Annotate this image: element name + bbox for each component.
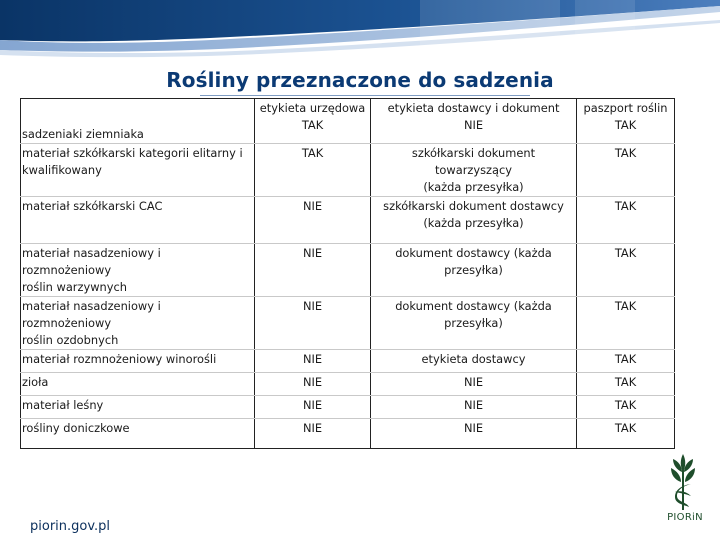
table-row xyxy=(21,396,675,419)
cell-text: TAK xyxy=(614,246,637,260)
cell-text: NIE xyxy=(302,246,323,260)
row-label-cell xyxy=(21,297,255,350)
row-col2-cell xyxy=(255,197,371,244)
row-label-cell xyxy=(21,396,255,419)
cell-text: szkółkarski dokument towarzyszący xyxy=(411,146,536,177)
cell-text: materiał szkółkarski CAC xyxy=(22,199,163,213)
row-col2-cell xyxy=(255,297,371,350)
cell-text: NIE xyxy=(302,421,323,435)
row-col2-cell xyxy=(255,396,371,419)
cell-text: materiał szkółkarski kategorii elitarny i xyxy=(22,146,243,160)
row-col4-cell xyxy=(577,144,675,197)
cell-text: przesyłka) xyxy=(444,263,503,277)
row-label-cell xyxy=(21,373,255,396)
cell-text: przesyłka) xyxy=(444,316,503,330)
cell-text: dokument dostawcy (każda xyxy=(395,299,552,313)
row-col3-cell xyxy=(371,350,577,373)
row-col4-cell xyxy=(577,350,675,373)
cell-text: roślin warzywnych xyxy=(22,280,127,294)
cell-text: TAK xyxy=(614,352,637,366)
cell-text: NIE xyxy=(302,299,323,313)
table-row xyxy=(21,350,675,373)
cell-text: materiał rozmnożeniowy winorośli xyxy=(22,352,217,366)
row-col2-cell xyxy=(255,144,371,197)
row-col3-cell xyxy=(371,419,577,449)
cell-text: zioła xyxy=(22,375,49,389)
header-col2-cell xyxy=(255,99,371,144)
row-col3-cell xyxy=(371,373,577,396)
row-col2-cell xyxy=(255,350,371,373)
row-col4-cell xyxy=(577,396,675,419)
header-col3-cell xyxy=(371,99,577,144)
cell-text: NIE xyxy=(302,352,323,366)
row-col4-cell xyxy=(577,244,675,297)
cell-text: materiał leśny xyxy=(22,398,104,412)
table-row xyxy=(21,419,675,449)
footer-url[interactable]: piorin.gov.pl xyxy=(30,519,111,534)
table-row xyxy=(21,297,675,350)
logo-text: PIORiN xyxy=(667,512,703,523)
cell-text: NIE xyxy=(463,398,484,412)
cell-text: TAK xyxy=(614,118,637,132)
row-col4-cell xyxy=(577,297,675,350)
cell-text: rośliny doniczkowe xyxy=(22,421,130,435)
header-wave-graphic xyxy=(0,0,720,60)
cell-text: NIE xyxy=(463,118,484,132)
table-row xyxy=(21,197,675,244)
cell-text: kwalifikowany xyxy=(22,163,102,177)
row-col3-cell xyxy=(371,144,577,197)
header-band xyxy=(0,0,720,60)
cell-text: etykieta dostawcy xyxy=(421,352,526,366)
row-label-cell xyxy=(21,419,255,449)
row-label-cell xyxy=(21,144,255,197)
row-col3-cell xyxy=(371,244,577,297)
row-col3-cell xyxy=(371,197,577,244)
cell-text: sadzeniaki ziemniaka xyxy=(22,127,144,141)
plants-table xyxy=(20,98,675,449)
cell-text: NIE xyxy=(302,375,323,389)
cell-text: materiał nasadzeniowy i rozmnożeniowy xyxy=(22,299,161,330)
cell-text: TAK xyxy=(614,398,637,412)
cell-text: TAK xyxy=(614,421,637,435)
cell-text: (każda przesyłka) xyxy=(423,180,524,194)
cell-text: szkółkarski dokument dostawcy xyxy=(383,199,564,213)
cell-text: dokument dostawcy (każda xyxy=(395,246,552,260)
cell-text: NIE xyxy=(463,375,484,389)
row-label-cell xyxy=(21,197,255,244)
row-col4-cell xyxy=(577,419,675,449)
slide-title: Rośliny przeznaczone do sadzenia xyxy=(166,68,554,92)
cell-text: etykieta dostawcy i dokument xyxy=(387,101,560,115)
cell-text: TAK xyxy=(614,146,637,160)
row-col2-cell xyxy=(255,419,371,449)
table-row xyxy=(21,244,675,297)
cell-text: TAK xyxy=(614,299,637,313)
cell-text: TAK xyxy=(301,146,324,160)
cell-text: roślin ozdobnych xyxy=(22,333,119,347)
title-underline xyxy=(200,95,530,96)
cell-text: TAK xyxy=(614,375,637,389)
cell-text: TAK xyxy=(614,199,637,213)
cell-text: (każda przesyłka) xyxy=(423,216,524,230)
table-row xyxy=(21,144,675,197)
row-col2-cell xyxy=(255,373,371,396)
row-label-cell xyxy=(21,350,255,373)
cell-text: NIE xyxy=(302,398,323,412)
header-col4-cell xyxy=(577,99,675,144)
row-label-cell xyxy=(21,244,255,297)
cell-text: etykieta urzędowa xyxy=(259,101,366,115)
row-col4-cell xyxy=(577,197,675,244)
cell-text: NIE xyxy=(302,199,323,213)
row-col3-cell xyxy=(371,396,577,419)
table-row xyxy=(21,373,675,396)
table-header-row xyxy=(21,99,675,144)
row-col2-cell xyxy=(255,244,371,297)
row-col4-cell xyxy=(577,373,675,396)
cell-text: materiał nasadzeniowy i rozmnożeniowy xyxy=(22,246,161,277)
cell-text: paszport roślin xyxy=(583,101,668,115)
cell-text: NIE xyxy=(463,421,484,435)
header-label-cell xyxy=(21,99,255,144)
row-col3-cell xyxy=(371,297,577,350)
cell-text: TAK xyxy=(301,118,324,132)
